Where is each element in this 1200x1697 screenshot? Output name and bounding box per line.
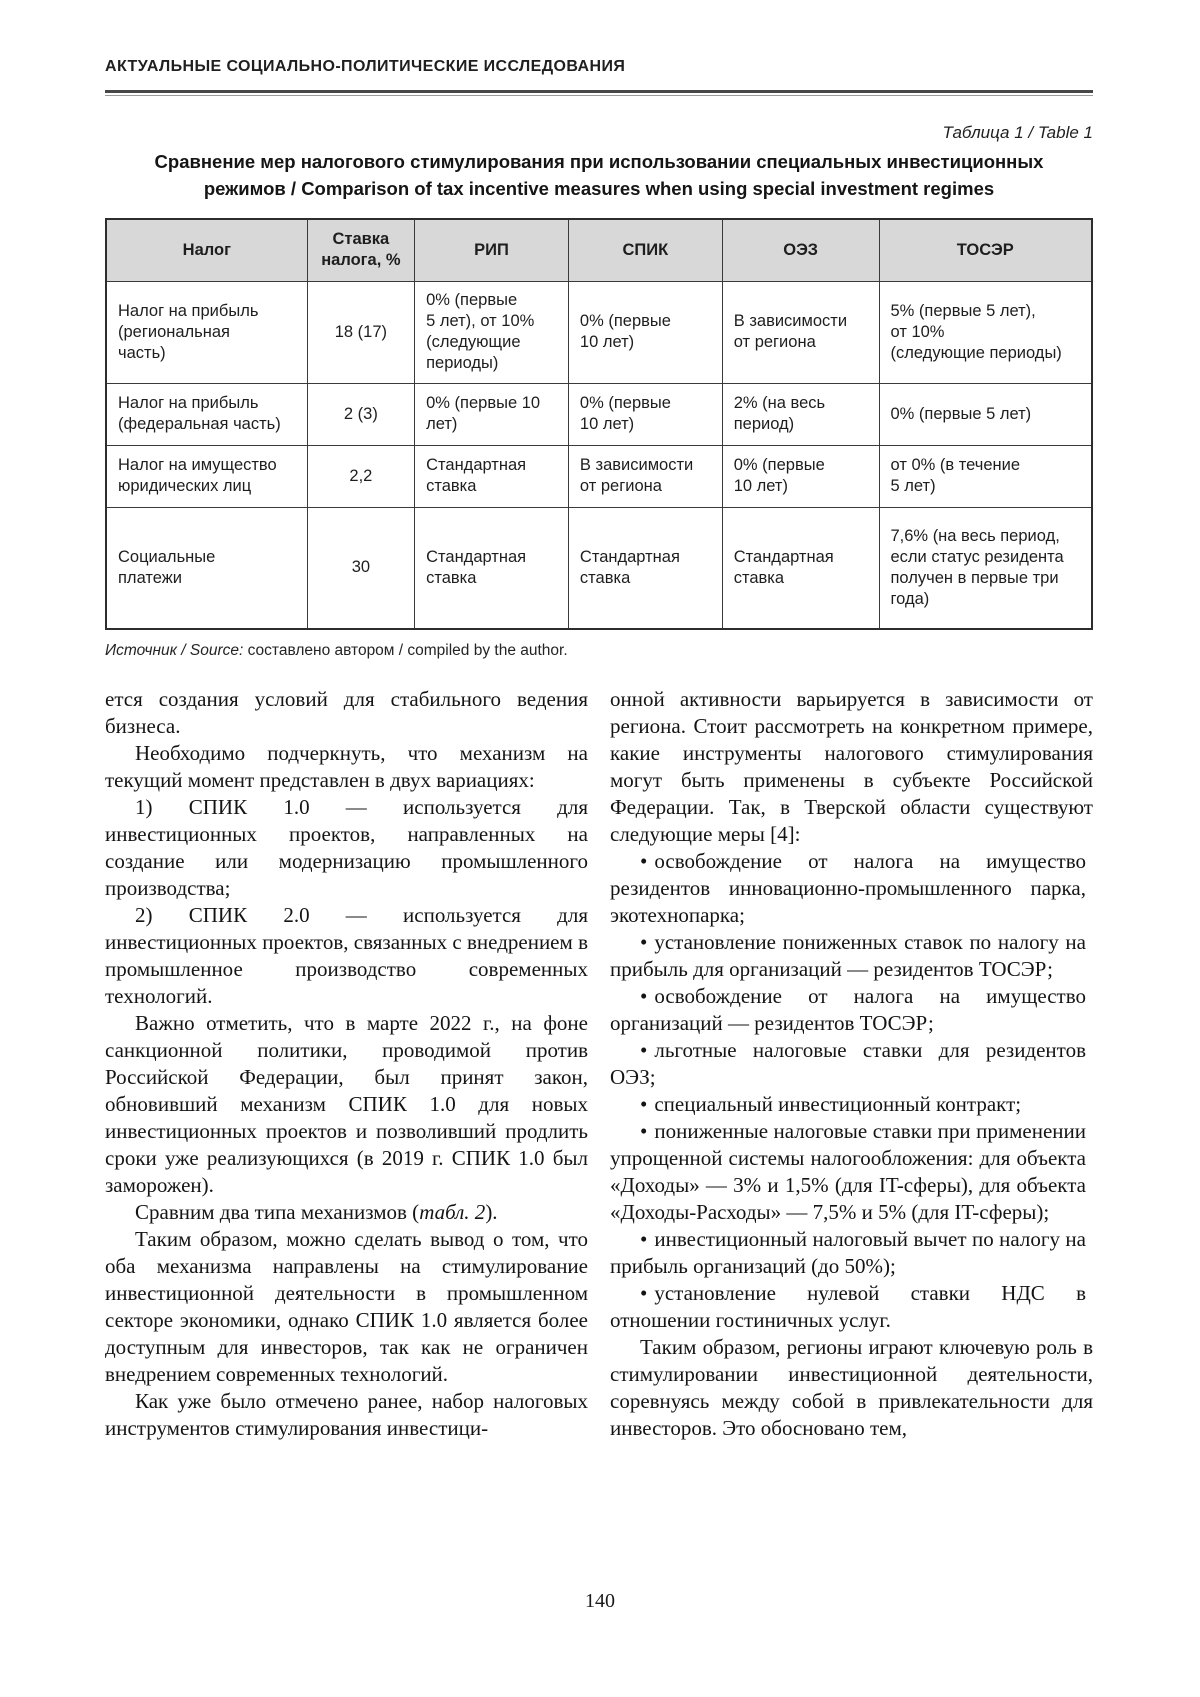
table-cell: Стандартная ставка <box>722 507 879 629</box>
text-run: Сравним два типа механизмов ( <box>135 1200 420 1224</box>
bullet-item <box>610 1118 1086 1226</box>
text-run: Таким образом, регионы играют ключевую роль в стимулировании инвестиционной деятельности, соревнуясь между собой в привлекательности для инвесторов. Это обосновано тем, <box>610 1335 1093 1440</box>
text-run: установление нулевой ставки НДС в отношении гостиничных услуг. <box>610 1281 1086 1332</box>
paragraph <box>610 1334 1093 1442</box>
table-cell: Налог на прибыль (федеральная часть) <box>106 383 307 445</box>
table-cell: от 0% (в течение 5 лет) <box>879 445 1092 507</box>
paragraph <box>105 1226 588 1388</box>
text-run: 2) СПИК 2.0 — используется для инвестиционных проектов, связанных с внедрением в промышленное производство современных технологий. <box>105 903 588 1008</box>
bullet-item <box>610 1226 1086 1280</box>
paragraph <box>105 740 588 794</box>
source-text: составлено автором / compiled by the author. <box>243 642 568 659</box>
text-run: освобождение от налога на имущество организаций — резидентов ТОСЭР; <box>610 984 1086 1035</box>
table-header-cell: Ставка налога, % <box>307 219 414 281</box>
table-cell: 30 <box>307 507 414 629</box>
table-cell: 0% (первые 10 лет) <box>568 281 722 383</box>
paragraph <box>105 902 588 1010</box>
paragraph <box>105 1199 588 1226</box>
table-cell: Социальные платежи <box>106 507 307 629</box>
text-run: онной активности варьируется в зависимости от региона. Стоит рассмотреть на конкретном примере, какие инструменты налогового стимулирования могут быть применены в субъекте Российской Федерации. Так, в Тверской области существуют следующие меры [4]: <box>610 687 1093 846</box>
bullet-marker: • <box>640 984 648 1008</box>
table-cell: Налог на прибыль (региональная часть) <box>106 281 307 383</box>
table-cell: В зависимости от региона <box>722 281 879 383</box>
table-cell: 2,2 <box>307 445 414 507</box>
text-run: Важно отметить, что в марте 2022 г., на фоне санкционной политики, проводимой против Российской Федерации, был принят закон, обновивший механизм СПИК 1.0 для новых инвестиционных проектов и позволивший продлить сроки уже реализующихся (в 2019 г. СПИК 1.0 был заморожен). <box>105 1011 588 1197</box>
table-cell: 2 (3) <box>307 383 414 445</box>
table-row <box>106 383 1092 445</box>
table-cell: 0% (первые 10 лет) <box>722 445 879 507</box>
paragraph <box>105 686 588 740</box>
tax-comparison-table <box>105 218 1093 630</box>
table-cell: 7,6% (на весь период, если статус резидента получен в первые три года) <box>879 507 1092 629</box>
text-run: инвестиционный налоговый вычет по налогу на прибыль организаций (до 50%); <box>610 1227 1086 1278</box>
table-title: Сравнение мер налогового стимулирования при использовании специальных инвестиционных режимов / Comparison of tax incentive measures when using special investment regimes <box>154 151 1044 199</box>
table-header-cell: ТОСЭР <box>879 219 1092 281</box>
text-run: освобождение от налога на имущество резидентов инновационно-промышленного парка, экотехнопарка; <box>610 849 1086 927</box>
table-row <box>106 281 1092 383</box>
bullet-marker: • <box>640 1092 648 1116</box>
text-run: установление пониженных ставок по налогу на прибыль для организаций — резидентов ТОСЭР; <box>610 930 1086 981</box>
table-cell: Стандартная ставка <box>568 507 722 629</box>
table-caption: Таблица 1 / Table 1 <box>942 123 1093 142</box>
table-cell: 0% (первые 5 лет) <box>879 383 1092 445</box>
text-run: специальный инвестиционный контракт; <box>654 1092 1022 1116</box>
table-cell: 5% (первые 5 лет), от 10% (следующие периоды) <box>879 281 1092 383</box>
text-run: пониженные налоговые ставки при применении упрощенной системы налогообложения: для объекта «Доходы» — 3% и 1,5% (для IT-сферы), для объекта «Доходы-Расходы» — 7,5% и 5% (для IT-сферы); <box>610 1119 1086 1224</box>
paragraph <box>105 1388 588 1442</box>
table-cell: 0% (первые 5 лет), от 10% (следующие периоды) <box>415 281 569 383</box>
article-body <box>105 686 1093 1442</box>
bullet-item <box>610 983 1086 1037</box>
table-cell: Стандартная ставка <box>415 507 569 629</box>
table-header-cell: СПИК <box>568 219 722 281</box>
bullet-item <box>610 1091 1086 1118</box>
text-column-left <box>105 686 588 1442</box>
table-header-cell: ОЭЗ <box>722 219 879 281</box>
table-cell: 2% (на весь период) <box>722 383 879 445</box>
bullet-item <box>610 1280 1086 1334</box>
bullet-marker: • <box>640 1227 648 1251</box>
text-run: льготные налоговые ставки для резидентов ОЭЗ; <box>610 1038 1086 1089</box>
table-row <box>106 445 1092 507</box>
running-header: АКТУАЛЬНЫЕ СОЦИАЛЬНО-ПОЛИТИЧЕСКИЕ ИССЛЕДОВАНИЯ <box>105 58 626 75</box>
text-run: Необходимо подчеркнуть, что механизм на текущий момент представлен в двух вариациях: <box>105 741 588 792</box>
bullet-marker: • <box>640 1038 648 1062</box>
text-run: табл. 2 <box>419 1200 486 1224</box>
bullet-marker: • <box>640 1119 648 1143</box>
text-run: Как уже было отмечено ранее, набор налоговых инструментов стимулирования инвестици- <box>105 1389 588 1440</box>
bullet-marker: • <box>640 1281 648 1305</box>
table-cell: Стандартная ставка <box>415 445 569 507</box>
text-run: ется создания условий для стабильного ведения бизнеса. <box>105 687 588 738</box>
table-cell: В зависимости от региона <box>568 445 722 507</box>
text-run: ). <box>485 1200 498 1224</box>
table-cell: 0% (первые 10 лет) <box>415 383 569 445</box>
paragraph <box>610 686 1093 848</box>
table-header-cell: Налог <box>106 219 307 281</box>
text-run: Таким образом, можно сделать вывод о том, что оба механизма направлены на стимулирование инвестиционной деятельности в промышленном секторе экономики, однако СПИК 1.0 является более доступным для инвесторов, так как не ограничен внедрением современных технологий. <box>105 1227 588 1386</box>
page-number: 140 <box>585 1590 615 1612</box>
bullet-item <box>610 848 1086 929</box>
header-rule <box>105 90 1093 96</box>
bullet-item <box>610 929 1086 983</box>
source-note <box>105 642 1093 660</box>
paragraph <box>105 1010 588 1199</box>
table-cell: 18 (17) <box>307 281 414 383</box>
source-label: Источник / Source: <box>105 642 244 659</box>
paragraph <box>105 794 588 902</box>
table-header-cell: РИП <box>415 219 569 281</box>
table-cell: Налог на имущество юридических лиц <box>106 445 307 507</box>
table-cell: 0% (первые 10 лет) <box>568 383 722 445</box>
bullet-marker: • <box>640 849 648 873</box>
bullet-marker: • <box>640 930 648 954</box>
text-run: 1) СПИК 1.0 — используется для инвестиционных проектов, направленных на создание или модернизацию промышленного производства; <box>105 795 588 900</box>
table-header-row <box>106 219 1092 281</box>
bullet-item <box>610 1037 1086 1091</box>
table-row <box>106 507 1092 629</box>
text-column-right <box>610 686 1093 1442</box>
